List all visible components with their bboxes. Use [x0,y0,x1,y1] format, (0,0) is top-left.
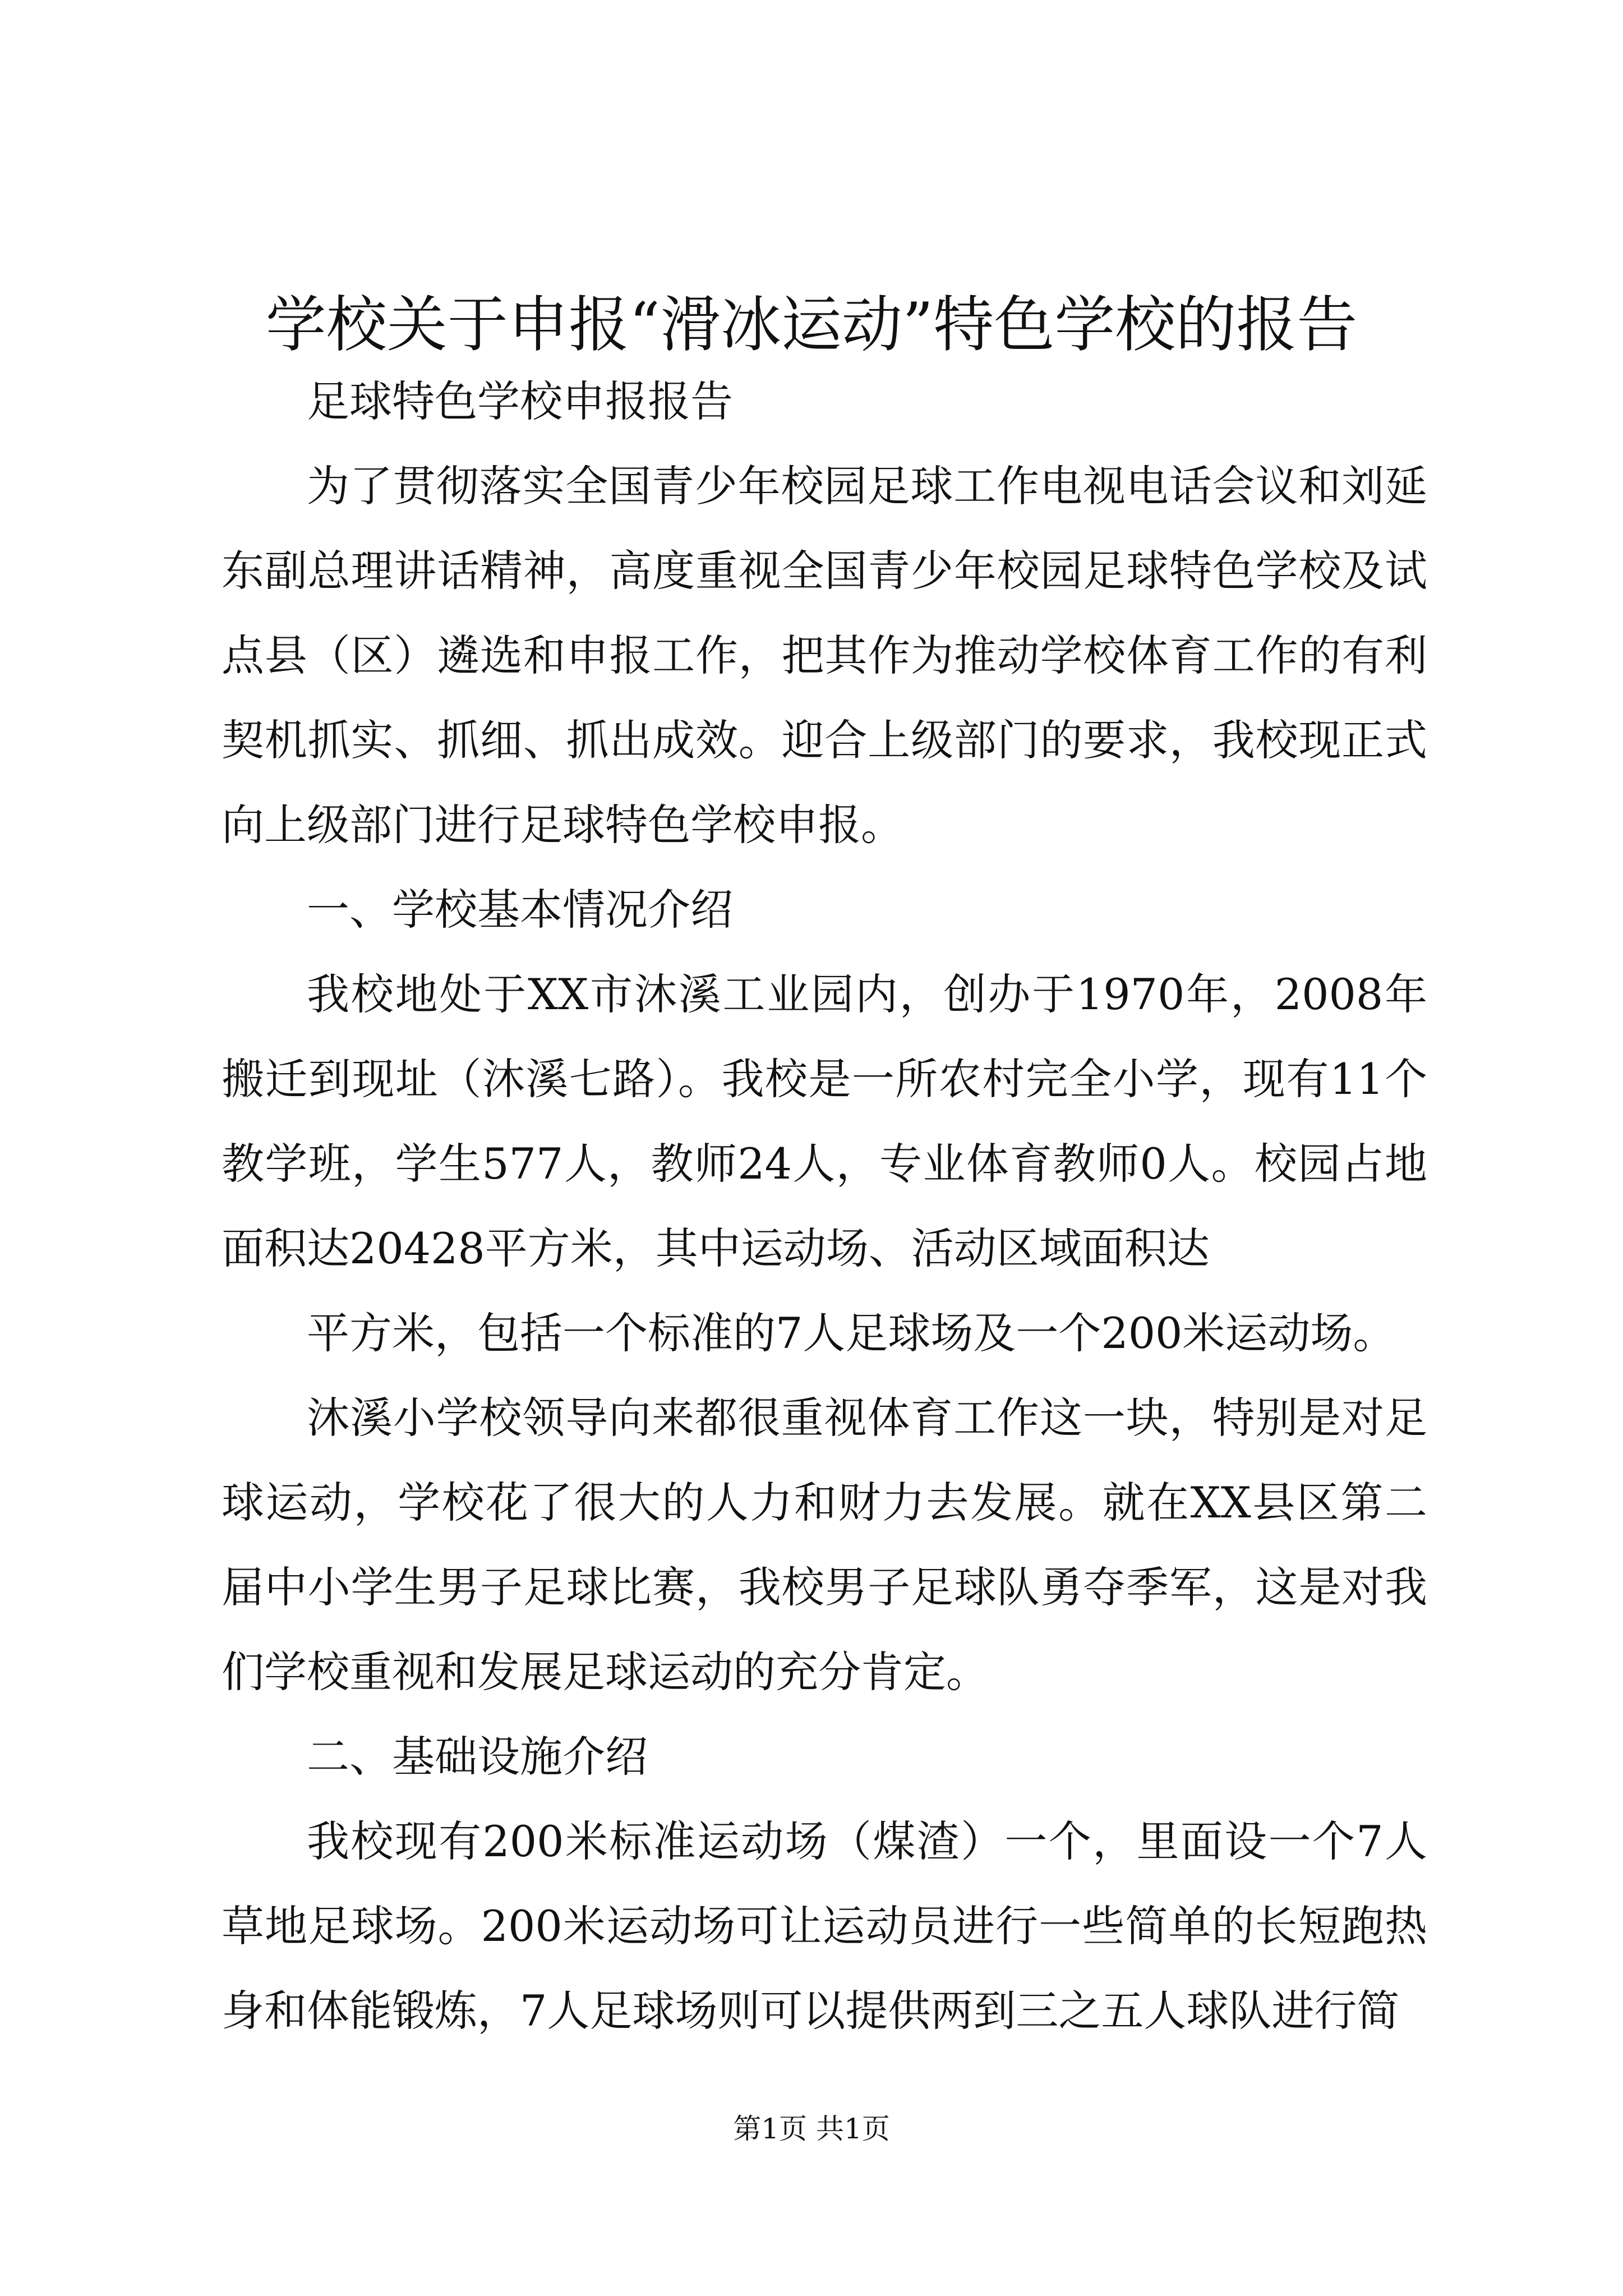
facilities-paragraph: 我校现有200米标准运动场（煤渣）一个，里面设一个7人草地足球场。200米运动场可让运动员进行一些简单的长短跑热身和体能锻炼，7人足球场则可以提供两到三之五人球队进行简 [222,1816,1427,2036]
leadership-paragraph: 沐溪小学校领导向来都很重视体育工作这一块，特别是对足球运动，学校花了很大的人力和财力去发展。就在XX县区第二届中小学生男子足球比赛，我校男子足球队勇夺季军，这是对我们学校重视和发展足球运动的充分肯定。 [222,1393,1427,1697]
section-heading-basic-info: 一、学校基本情况介绍 [307,885,733,935]
document-body [222,359,1427,2053]
page-footer: 第1页 共1页 [733,2113,890,2145]
subtitle-paragraph: 足球特色学校申报报告 [307,376,733,426]
document-title: 学校关于申报“滑冰运动”特色学校的报告 [265,290,1358,360]
intro-paragraph: 为了贯彻落实全国青少年校园足球工作电视电话会议和刘延东副总理讲话精神，高度重视全国青少年校园足球特色学校及试点县（区）遴选和申报工作，把其作为推动学校体育工作的有利契机抓实、抓细、抓出成效。迎合上级部门的要求，我校现正式向上级部门进行足球特色学校申报。 [222,461,1427,850]
area-paragraph: 平方米，包括一个标准的7人足球场及一个200米运动场。 [307,1308,1396,1358]
basic-info-paragraph: 我校地处于XX市沐溪工业园内，创办于1970年，2008年搬迁到现址（沐溪七路）。我校是一所农村完全小学，现有11个教学班，学生577人，教师24人，专业体育教师0人。校园占地面积达20428平方米，其中运动场、活动区域面积达 [222,969,1427,1273]
section-heading-facilities: 二、基础设施介绍 [307,1732,648,1782]
